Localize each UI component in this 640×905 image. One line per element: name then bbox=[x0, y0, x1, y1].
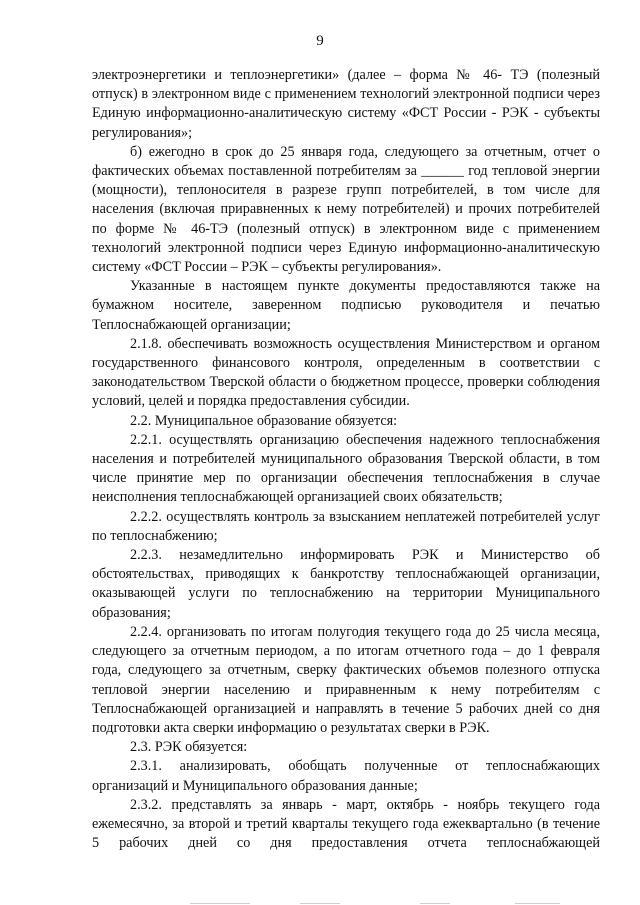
document-body bbox=[92, 66, 600, 853]
paragraph-2-2-3: 2.2.3. незамедлительно информировать РЭК и Министерство об обстоятельствах, приводящих к банкротству теплоснабжающей организации, оказывающей услуги по теплоснабжению на территории Муниципального образования; bbox=[92, 547, 600, 621]
paragraph-2-3-heading: 2.3. РЭК обязуется: bbox=[130, 739, 248, 756]
paragraph-2-3-1: 2.3.1. анализировать, обобщать полученные от теплоснабжающих организаций и Муниципального образования данные; bbox=[92, 758, 600, 794]
paragraph-form-46-te-continuation: электроэнергетики и теплоэнергетики» (далее – форма № 46- ТЭ (полезный отпуск) в электронном виде с применением технологий электронной подписи через Единую информационно-аналитическую систему «ФСТ России - РЭК - субъекты регулирования»; bbox=[92, 67, 600, 141]
page-number: 9 bbox=[316, 33, 324, 49]
scan-edge-artifact bbox=[0, 899, 640, 905]
paragraph-2-2-4: 2.2.4. организовать по итогам полугодия текущего года до 25 числа месяца, следующего за отчетным периодом, а по итогам отчетного года – до 1 февраля года, следующего за отчетным, сверку фактических объемов полезного отпуска тепловой энергии населению и приравненным к нему потребителям с Теплоснабжающей организацией и направлять в течение 5 рабочих дней со дня подготовки акта сверки информацию о результатах сверки в РЭК. bbox=[92, 623, 600, 736]
paragraph-2-3-2: 2.3.2. представлять за январь - март, октябрь - ноябрь текущего года ежемесячно, за второй и третий кварталы текущего года ежеквартально (в течение 5 рабочих дней со дня предоставления отчета теплоснабжающей bbox=[92, 796, 600, 852]
paragraph-2-2-2: 2.2.2. осуществлять контроль за взысканием неплатежей потребителей услуг по теплоснабжению; bbox=[92, 508, 600, 544]
paragraph-2-2-1: 2.2.1. осуществлять организацию обеспечения надежного теплоснабжения населения и потребителей муниципального образования Тверской области, в том числе принятие мер по организации обеспечения теплоснабжения в случае неисполнения теплоснабжающей организацией своих обязательств; bbox=[92, 431, 600, 506]
paragraph-2-2-heading: 2.2. Муниципальное образование обязуется: bbox=[130, 412, 398, 429]
paragraph-2-1-8: 2.1.8. обеспечивать возможность осуществления Министерством и органом государственного финансового контроля, определенным в соответствии с законодательством Тверской области о бюджетном процессе, проверки соблюдения условий, целей и порядка предоставления субсидии. bbox=[92, 335, 600, 410]
paragraph-annual-report: б) ежегодно в срок до 25 января года, следующего за отчетным, отчет о фактических объемах поставленной потребителям за ______ год тепловой энергии (мощности), теплоносителя в разрезе групп потребителей, в том числе для населения (включая приравненных к нему потребителей) и прочих потребителей по форме № 46-ТЭ (полезный отпуск) в электронном виде с применением технологий электронной подписи через Единую информационно-аналитическую систему «ФСТ России – РЭК – субъекты регулирования». bbox=[92, 143, 600, 276]
paragraph-paper-copies: Указанные в настоящем пункте документы предоставляются также на бумажном носителе, заверенном подписью руководителя и печатью Теплоснабжающей организации; bbox=[92, 278, 600, 333]
